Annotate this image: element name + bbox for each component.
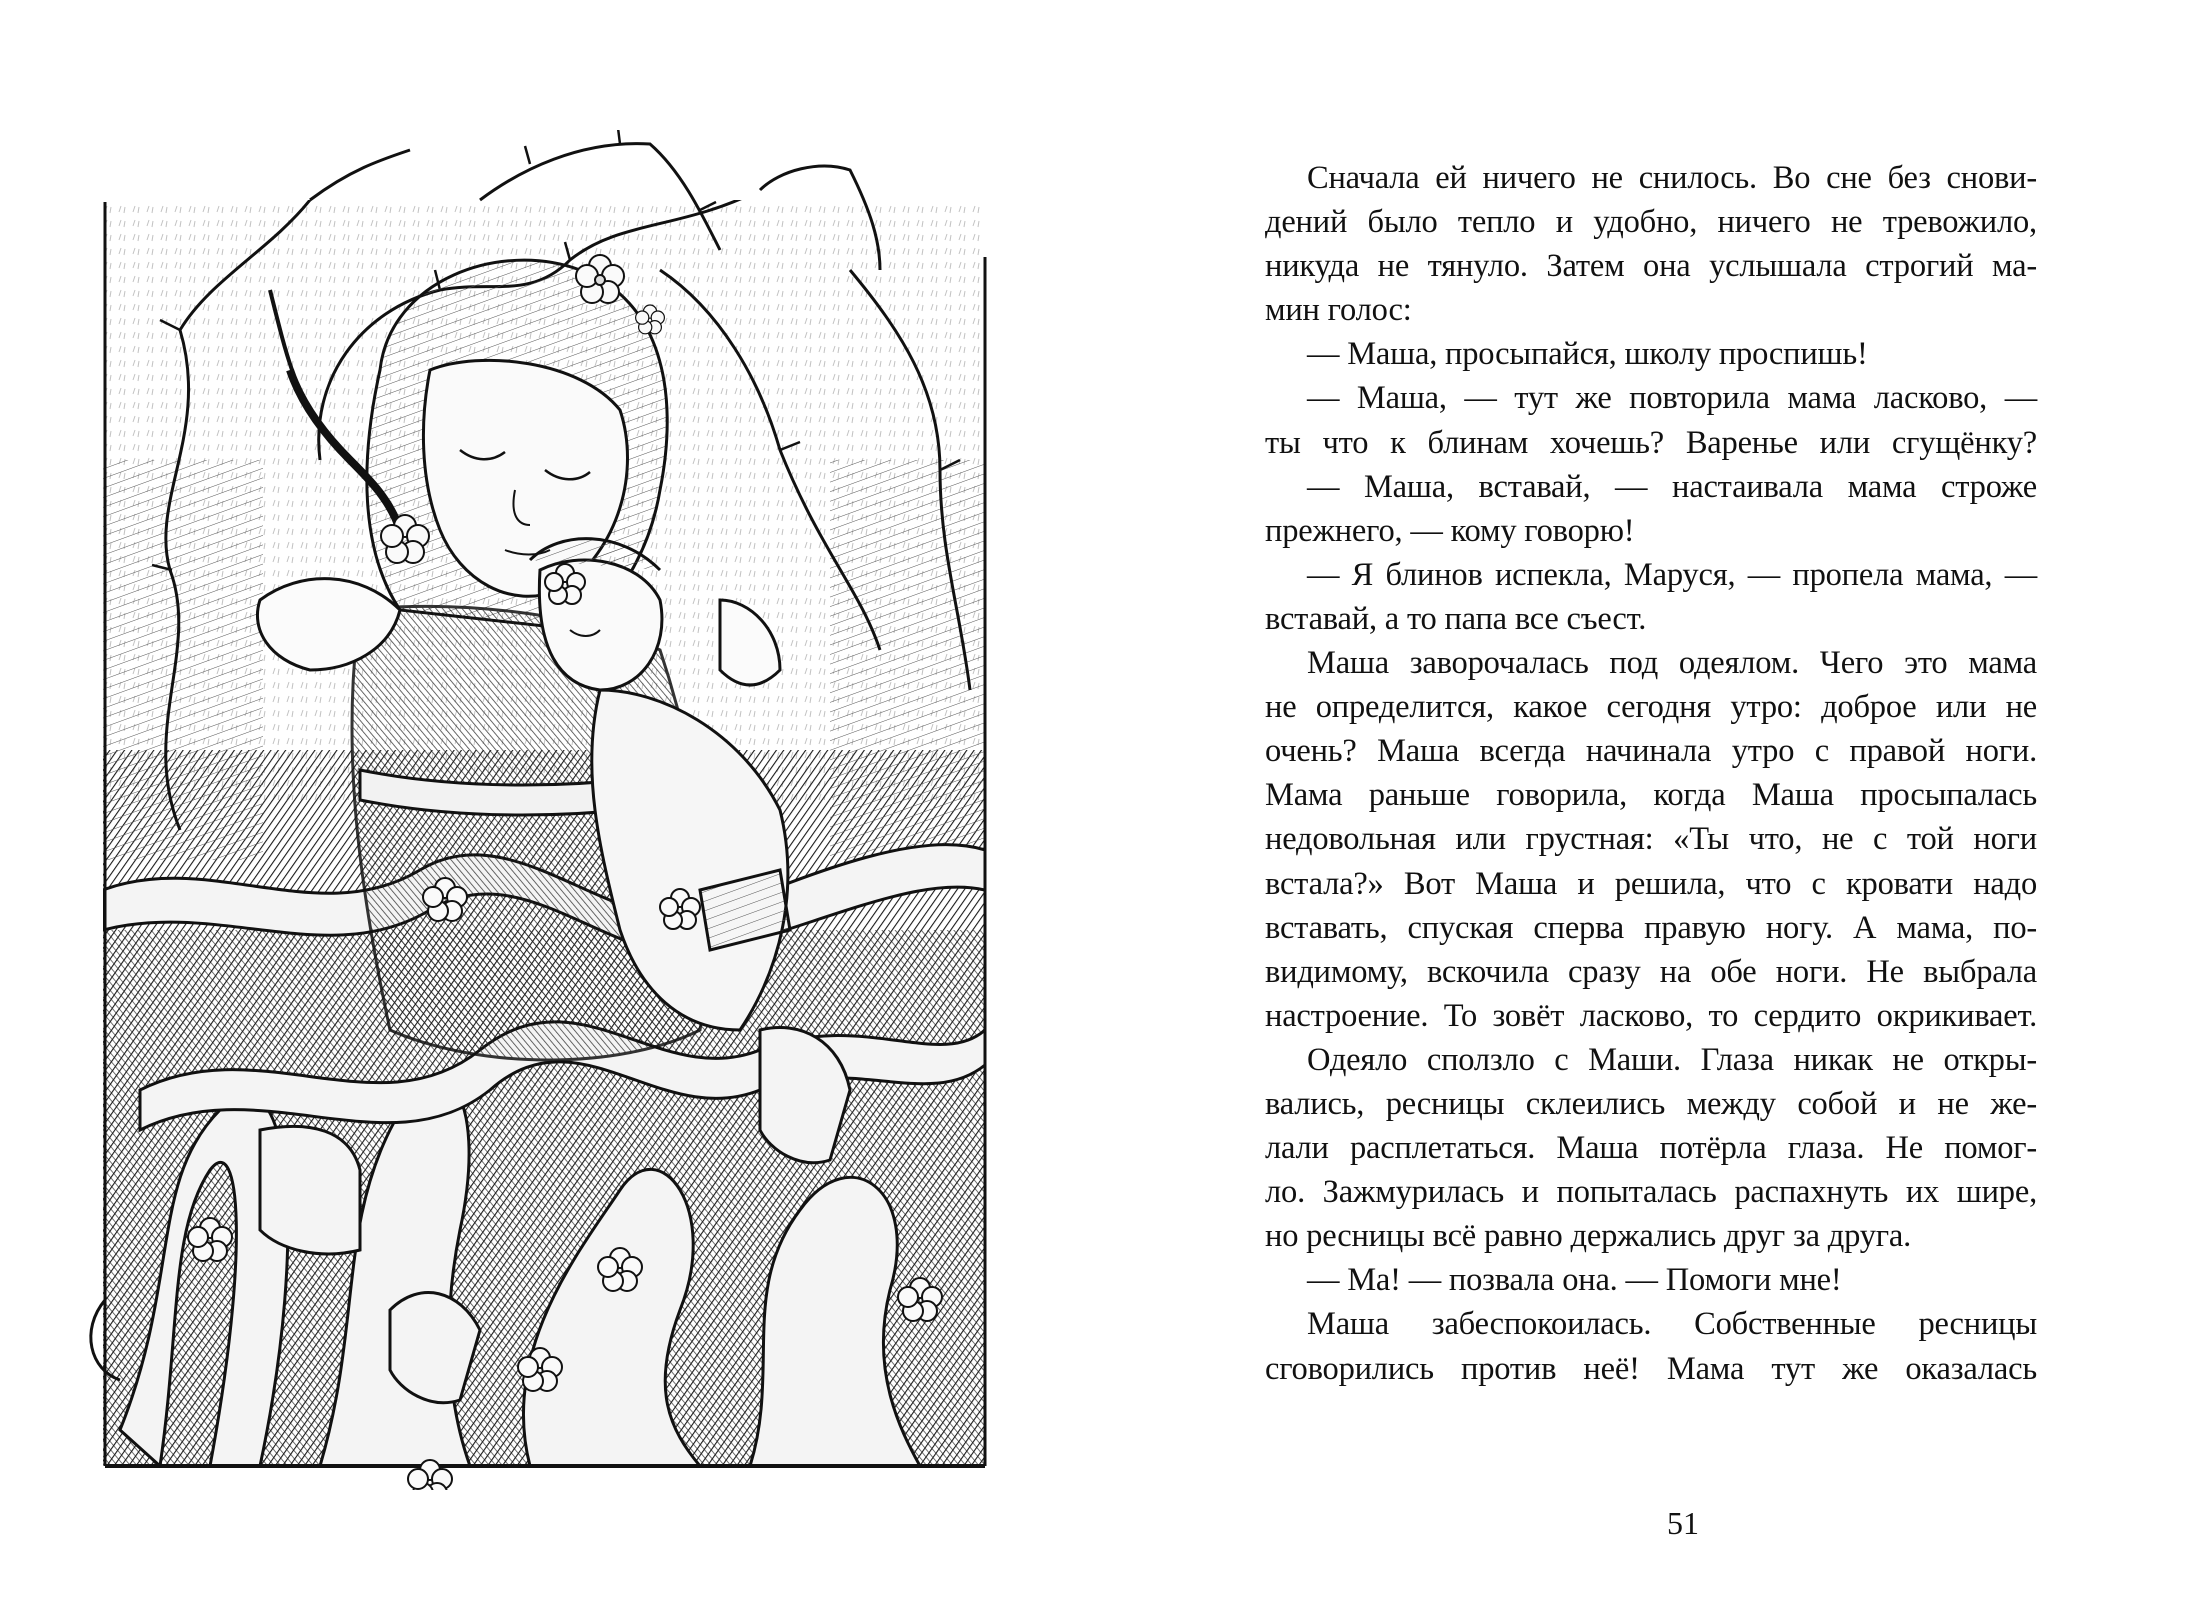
text-line: вались, ресницы склеились между собой и не же- (1265, 1085, 2037, 1122)
text-line: видимому, вскочила сразу на обе ноги. Не выбрала (1265, 953, 2037, 990)
text-line: — Маша, — тут же повторила мама ласково, — (1307, 380, 2037, 417)
illustration-sleeping-girls-thorns (60, 130, 1020, 1490)
text-line: но ресницы всё равно держались друг за друга. (1265, 1218, 1912, 1255)
text-line: Одеяло сползло с Маши. Глаза никак не откры- (1307, 1041, 2037, 1078)
text-line: Сначала ей ничего не снилось. Во сне без снови- (1307, 160, 2037, 196)
text-line: вставай, а то папа все съест. (1265, 600, 1647, 637)
text-line: встала?» Вот Маша и решила, что с кровати надо (1265, 865, 2037, 902)
text-line: Мама раньше говорила, когда Маша просыпалась (1265, 777, 2037, 814)
text-line: ло. Зажмурилась и попыталась распахнуть их шире, (1265, 1174, 2037, 1211)
text-line: лали расплетаться. Маша потёрла глаза. Не помог- (1265, 1130, 2037, 1167)
right-page (1103, 0, 2206, 1623)
text-line: прежнего, — кому говорю! (1265, 512, 1635, 549)
text-line: настроение. То зовёт ласково, то сердито окрикивает. (1265, 997, 2037, 1034)
story-text (1265, 156, 2037, 1391)
text-line: никуда не тянуло. Затем она услышала строгий ма- (1265, 248, 2037, 285)
text-line: — Маша, вставай, — настаивала мама строже (1307, 468, 2037, 505)
text-line: Маша заворочалась под одеялом. Чего это мама (1307, 645, 2037, 682)
text-line: дений было тепло и удобно, ничего не тревожило, (1265, 204, 2037, 241)
text-line: недовольная или грустная: «Ты что, не с той ноги (1265, 821, 2037, 858)
text-line: — Маша, просыпайся, школу проспишь! (1307, 336, 1868, 373)
text-line: — Я блинов испекла, Маруся, — пропела мама, — (1307, 556, 2037, 593)
text-line: Маша забеспокоилась. Собственные ресницы (1307, 1306, 2037, 1343)
text-line: сговорились против неё! Мама тут же оказалась (1265, 1350, 2037, 1387)
text-line: вставать, спуская сперва правую ногу. А мама, по- (1265, 909, 2037, 946)
text-line: ты что к блинам хочешь? Варенье или сгущёнку? (1265, 424, 2037, 461)
text-line: не определится, какое сегодня утро: доброе или не (1265, 689, 2037, 726)
text-line: очень? Маша всегда начинала утро с правой ноги. (1265, 733, 2037, 770)
text-line: — Ма! — позвала она. — Помоги мне! (1307, 1262, 1842, 1299)
illustration-drawing (60, 130, 1020, 1490)
page-number: 51 (1667, 1505, 1699, 1541)
text-line: мин голос: (1265, 292, 1412, 329)
